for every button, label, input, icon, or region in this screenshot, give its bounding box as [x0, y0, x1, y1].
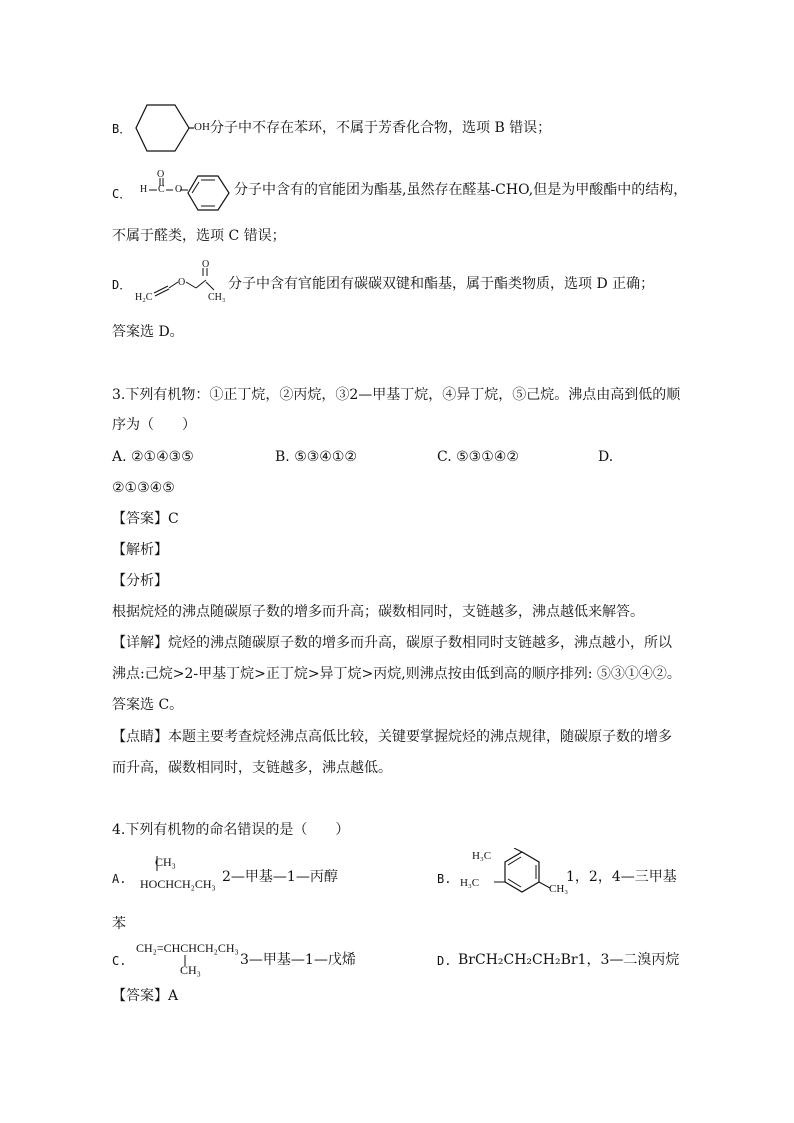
- q4-option-a-label: A.: [112, 872, 127, 886]
- formate-h-label: H: [140, 184, 148, 195]
- option-c-label: C．: [112, 187, 132, 201]
- q3-option-a: A. ②①④③⑤: [112, 449, 194, 465]
- q4-option-a-name: 2—甲基—1—丙醇: [222, 869, 338, 885]
- q4-a-methyl-branch: CH₃: [155, 855, 176, 869]
- q4-c-methyl-branch: CH₃: [180, 963, 201, 977]
- q4-option-d-label: D.: [437, 954, 452, 968]
- vinyl-h2c-label: H₂C: [135, 292, 153, 303]
- q3-option-b: B. ⑤③④①②: [275, 449, 357, 465]
- q4-stem: 4.下列有机物的命名错误的是（ ）: [112, 822, 350, 838]
- q2-answer-line: 答案选 D。: [112, 324, 184, 340]
- option-b-explanation: 分子中不存在苯环，不属于芳香化合物，选项 B 错误；: [210, 120, 552, 136]
- option-c-explanation: 分子中含有的官能团为酯基,虽然存在醛基-CHO,但是为甲酸酯中的结构，: [234, 182, 688, 198]
- q3-option-c: C. ⑤③①④②: [437, 449, 519, 465]
- q4-b-methyl-left: H₃C: [460, 877, 480, 889]
- ester-o-label: O: [175, 184, 183, 195]
- option-c-explanation-cont: 不属于醛类，选项 C 错误；: [112, 228, 286, 244]
- q3-point-line2: 而升高，碳数相同时，支链越多，沸点越低。: [112, 760, 392, 776]
- option-d-label: D．: [112, 278, 132, 292]
- q3-stem-line1: 3.下列有机物：①正丁烷，②丙烷，③2—甲基丁烷，④异丁烷，⑤己烷。沸点由高到低的顺: [112, 387, 681, 403]
- q4-b-methyl-right: CH₃: [549, 883, 569, 895]
- q3-detail-line3: 答案选 C。: [112, 697, 184, 713]
- q3-stem-line2: 序为（ ）: [112, 417, 196, 433]
- q3-detail-line2: 沸点:己烷>2-甲基丁烷>正丁烷>异丁烷>丙烷,则沸点按由低到高的顺序排列: ⑤③①④②。: [112, 666, 681, 682]
- q3-option-d-value: ②①③④⑤: [112, 480, 175, 496]
- q4-answer: 【答案】A: [112, 988, 179, 1004]
- q4-option-d-text: BrCH₂CH₂CH₂Br1，3—二溴丙烷: [458, 952, 680, 968]
- q3-option-d: D.: [598, 449, 614, 465]
- cyclohexane-ring-structure: [134, 102, 194, 154]
- q4-option-c-name: 3—甲基—1—戊烯: [240, 952, 356, 968]
- q4-c-formula: CH₂=CHCHCH₂CH₃: [136, 941, 239, 955]
- q4-option-b-label: B.: [437, 872, 452, 886]
- methyl-label-d: CH₃: [208, 292, 226, 303]
- q4-option-b-name: 1，2，4—三甲基: [566, 869, 677, 885]
- q4-option-b-name-wrap: 苯: [112, 916, 126, 932]
- q4-option-c-label: C.: [112, 954, 127, 968]
- carbonyl-c-label: C: [158, 184, 165, 195]
- carbonyl-o-label-d: O: [202, 259, 210, 270]
- q3-point-line1: 【点睛】本题主要考查烷烃沸点高低比较，关键要掌握烷烃的沸点规律，随碳原子数的增多: [112, 729, 672, 745]
- q3-fenxi-text: 根据烷烃的沸点随碳原子数的增多而升高；碳数相同时，支链越多，沸点越低来解答。: [112, 604, 644, 620]
- hydroxyl-group-label: OH: [194, 121, 210, 133]
- q3-answer: 【答案】C: [112, 511, 179, 527]
- q4-b-methyl-top: H₃C: [472, 850, 492, 862]
- option-b-label: B．: [112, 122, 132, 136]
- option-d-explanation: 分子中含有官能团有碳碳双键和酯基，属于酯类物质，选项 D 正确；: [228, 276, 655, 292]
- ester-o-label-d: O: [178, 277, 186, 288]
- phenyl-formate-structure: [138, 170, 234, 216]
- q4-a-formula: HOCHCH₂CH₃: [140, 877, 216, 891]
- q3-analysis-heading: 【解析】: [112, 542, 168, 558]
- q3-fenxi-heading: 【分析】: [112, 573, 168, 589]
- carbonyl-o-label: O: [157, 169, 165, 180]
- q3-detail-line1: 【详解】烷烃的沸点随碳原子数的增多而升高，碳原子数相同时支链越多，沸点越小，所以: [112, 635, 672, 651]
